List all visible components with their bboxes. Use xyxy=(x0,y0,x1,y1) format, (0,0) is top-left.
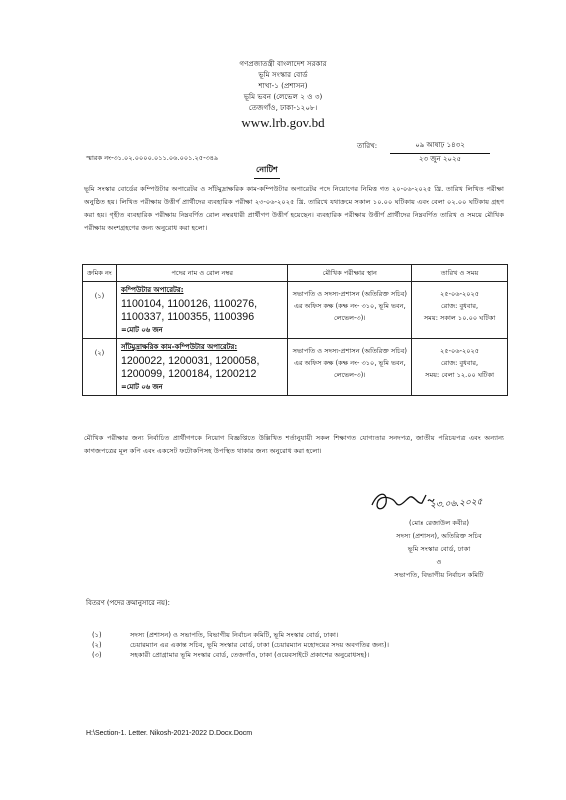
post-cell xyxy=(116,282,288,339)
distribution-num: (৩) xyxy=(92,651,102,659)
interview-day: রোজ: বুধবার, xyxy=(441,302,479,310)
signatory-committee: সভাপতি, বিভাগীয় নির্বাচন কমিটি xyxy=(394,571,484,579)
header-datetime: তারিখ ও সময় xyxy=(412,265,508,282)
signatory-and: ও xyxy=(436,558,442,566)
govt-line: গণপ্রজাতন্ত্রী বাংলাদেশ সরকার xyxy=(239,59,327,68)
date-label: তারিখ: xyxy=(357,142,378,150)
interview-time: সময়: সকাল ১০.০০ ঘটিকা xyxy=(423,314,496,322)
signatory-block xyxy=(374,517,504,582)
footer-file-path: H:\Section-1. Letter. Nikosh-2021-2022 D.Docx.Docm xyxy=(86,730,253,737)
roll-numbers: 1200099, 1200184, 1200212 xyxy=(120,368,257,380)
venue-cell: সভাপতি ও সদস্য-প্রশাসন (অতিরিক্ত সচিব) এর অফিস কক্ষ (কক্ষ নং- ৩১০, ভূমি ভবন, লেভেল-৩)। xyxy=(288,282,412,339)
address-line: তেজগাঁও, ঢাকা-১২০৮। xyxy=(248,103,318,112)
bangla-date: ০৯ আষাঢ় ১৪৩২ xyxy=(390,139,490,154)
memo-number: স্মারক নং-৩১.০২.০০০০.০১১.০৬.০০১.২৫-৩৪৯ xyxy=(86,154,219,162)
distribution-item: সদস্য (প্রশাসন) ও সভাপতি, বিভাগীয় নির্বাচন কমিটি, ভূমি সংস্কার বোর্ড, ঢাকা। xyxy=(130,631,339,639)
interview-date: ২৫-০৬-২০২৫ xyxy=(440,290,480,298)
roll-numbers: 1200022, 1200031, 1200058, xyxy=(120,355,260,367)
signature-date: ২৩.০৬.২০২৫ xyxy=(429,497,483,511)
interview-time: সময়: বেলা ১২.০০ ঘটিকা xyxy=(425,371,495,379)
table-row xyxy=(83,339,508,396)
english-date: ২৩ জুন ২০২৫ xyxy=(418,155,462,163)
datetime-cell xyxy=(412,282,508,339)
signatory-title: সদস্য (প্রশাসন), অতিরিক্ত সচিব xyxy=(396,532,482,540)
total-count: =মোট ০৬ জন xyxy=(120,383,163,391)
header-serial: ক্রমিক নং xyxy=(83,265,117,282)
interview-schedule-table xyxy=(82,264,508,396)
datetime-cell xyxy=(412,339,508,396)
signatory-name: (মোঃ রেজাউল কবীর) xyxy=(409,519,469,527)
distribution-num: (১) xyxy=(92,631,102,639)
venue-cell: সভাপতি ও সদস্য-প্রশাসন (অতিরিক্ত সচিব) এর অফিস কক্ষ (কক্ষ নং- ৩১০, ভূমি ভবন, লেভেল-৩)। xyxy=(288,339,412,396)
serial-cell: (২) xyxy=(83,339,117,396)
post-cell xyxy=(116,339,288,396)
org-name: ভূমি সংস্কার বোর্ড xyxy=(258,70,308,79)
distribution-num: (২) xyxy=(92,641,102,649)
distribution-item: সহকারী প্রোগ্রামার ভূমি সংস্কার বোর্ড, তেজগাঁও, ঢাকা (ওয়েবসাইটে প্রকাশের অনুরোধসহ)। xyxy=(130,651,370,659)
roll-numbers: 1100104, 1100126, 1100276, xyxy=(120,298,258,310)
table-row xyxy=(83,282,508,339)
signatory-office: ভূমি সংস্কার বোর্ড, ঢাকা xyxy=(407,545,471,553)
interview-day: রোজ: বুধবার, xyxy=(441,359,479,367)
distribution-heading: বিতরণ (পদের ক্রমানুসারে নয়): xyxy=(86,599,170,607)
branch-name: শাখা-১ (প্রশাসন) xyxy=(258,81,308,90)
header-post: পদের নাম ও রোল নম্বর xyxy=(116,265,288,282)
website-link[interactable]: www.lrb.gov.bd xyxy=(241,115,325,130)
total-count: =মোট ০৬ জন xyxy=(120,326,163,334)
post-name: কম্পিউটার অপারেটর: xyxy=(120,286,184,294)
table-header-row xyxy=(83,265,508,282)
closing-paragraph: মৌখিক পরীক্ষার জন্য নির্বাচিত প্রার্থীগণকে নিয়োগ বিজ্ঞপ্তিতে উল্লিখিত শর্তানুযায়ী সকল শিক্ষাগত যোগ্যতার সনদপত্র, জাতীয় পরিচয়পত্র এবং অন্যান্য কাগজপত্রের মূল কপি এবং একসেট ফটোকপিসহ উপস্থিত থাকার জন্য অনুরোধ করা হলো। xyxy=(84,434,504,455)
serial-cell: (১) xyxy=(83,282,117,339)
intro-paragraph: ভূমি সংস্কার বোর্ডের কম্পিউটার অপারেটর ও সাঁটমুদ্রাক্ষরিক কাম-কম্পিউটার অপারেটর পদে নিয়োগের নিমিত্ত গত ২০-০৬-২০২৫ খ্রি. তারিখ লিখিত পরীক্ষা অনুষ্ঠিত হয়। লিখিত পরীক্ষায় উত্তীর্ণ প্রার্থীদের ব্যবহারিক পরীক্ষা ২৩-০৬-২০২৫ খ্রি. তারিখে যথাক্রমে সকাল ১০.০০ ঘটিকায় এবং বেলা ০২.০০ ঘটিকায় গ্রহণ করা হয়। গৃহীত ব্যবহারিক পরীক্ষায় নিম্নবর্ণিত রোল নম্বরধারী প্রার্থীগণ উত্তীর্ণ হয়েছেন। ব্যবহারিক পরীক্ষায় উত্তীর্ণ প্রার্থীদের নিম্নবর্ণিত তারিখ ও সময়ে মৌখিক পরীক্ষায় অংশগ্রহণের জন্য অনুরোধ করা হলো। xyxy=(84,185,504,232)
post-name: সাঁটমুদ্রাক্ষরিক কাম-কম্পিউটার অপারেটর: xyxy=(120,343,238,351)
distribution-item: চেয়ারম্যান এর একান্ত সচিব, ভূমি সংস্কার বোর্ড, ঢাকা (চেয়ারম্যান মহোদয়ের সদয় অবগতির জন্য)। xyxy=(130,641,389,649)
building-name: ভূমি ভবন (লেভেল ২ ও ৩) xyxy=(243,92,323,101)
roll-numbers: 1100337, 1100355, 1100396 xyxy=(120,311,255,323)
interview-date: ২৫-০৬-২০২৫ xyxy=(440,347,480,355)
header-venue: মৌখিক পরীক্ষার স্থান xyxy=(288,265,412,282)
notice-title: নোটিশ xyxy=(254,164,280,179)
